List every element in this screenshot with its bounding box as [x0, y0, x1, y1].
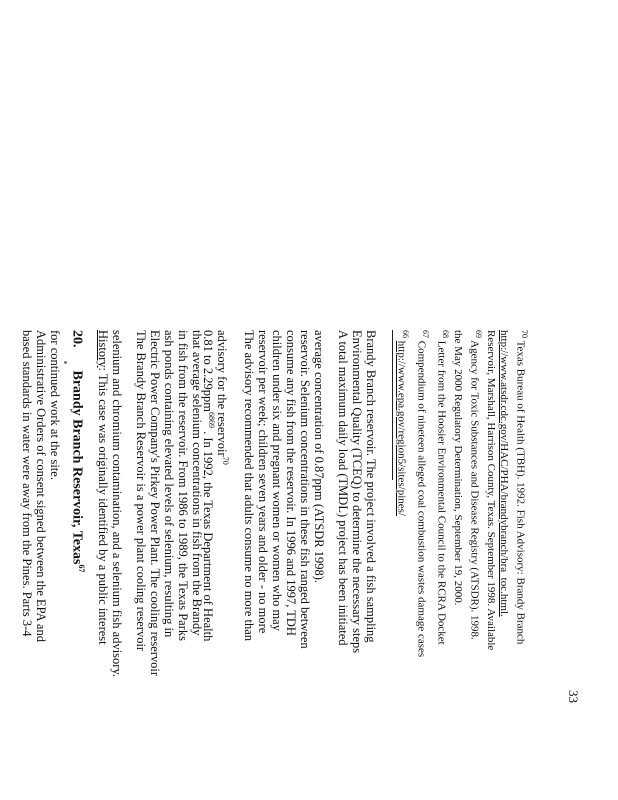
footnote-cont: the May 2000 Regulatory Determination, September 19, 2000.	[452, 330, 464, 606]
footnote: $^{69}$ Agency for Toxic Substances and Disease Registry (ATSDR). 1998.	[468, 330, 483, 640]
footnote: $^{70}$ Texas Bureau of Health (TBH). 1992. Fish Advisory: Brandy Branch	[514, 330, 529, 645]
intro-line: Administrative Orders of consent signed between the EPA and	[34, 330, 48, 642]
body-line: ash ponds containing elevated levels of selenium, resulting in	[162, 330, 176, 638]
footnote: $^{67}$ Compendium of nineteen alleged coal combustion wastes damage cases	[415, 330, 430, 658]
history-label: History	[96, 330, 110, 368]
intro-line: for continued work at the site.	[48, 330, 62, 480]
history-line: selenium and chromium contamination, and a selenium fish advisory.	[110, 330, 124, 678]
footnote: $^{66}$ http://www.epa.gov/region5/sites/pines/	[395, 330, 410, 517]
section-heading	[69, 330, 88, 572]
body-line: Brandy Branch reservoir. The project involved a fish sampling	[364, 330, 378, 643]
body-line: reservoir. Selenium concentrations in these fish ranged between	[298, 330, 312, 649]
footnote-link[interactable]: http://www.epa.gov/region5/sites/pines/	[395, 340, 408, 517]
body-line: average concentration of 0.87ppm (ATSDR 1998).	[312, 330, 326, 584]
body-line: The advisory recommended that adults consume no more than	[242, 330, 256, 642]
section-title: Brandy Branch Reservoir, Texas	[69, 370, 85, 565]
body-line: children under six and pregnant women or women who may	[270, 330, 284, 631]
intro-line: based standards in water were away from the Pines. Parts 3-4	[20, 330, 34, 637]
body-line: advisory for the reservoir$^{70}$	[214, 330, 230, 465]
body-line: reservoir per week; children seven years and older - no more	[256, 330, 270, 634]
footnote-cont: Reservoir, Marshall, Harrison County, Texas. September 1998. Available	[485, 330, 497, 651]
footnote-link[interactable]: http://www.atsdr.cdc.gov/HAC/PHA/brandybranch/bra_toc.html.	[498, 330, 510, 617]
body-line: Electric Power Company's Pirkey Power Plant. The cooling reservoir	[148, 330, 162, 677]
body-line: A total maximum daily load (TMDL) project has been initiated	[336, 330, 350, 646]
body-line: 0.81 to 2.29ppm$^{6869}$ . In 1992, the Texas Department of Health	[200, 330, 216, 642]
section-number: 20.	[69, 330, 85, 348]
section-ref: 67	[77, 564, 86, 573]
history-line: History: This case was originally identified by a public interest	[96, 330, 110, 645]
body-line: consume any fish from the reservoir. In 1996 and 1997, TDH	[284, 330, 298, 636]
footnote: $^{68}$ Letter from the Hoosier Environmental Council to the RCRA Docket	[435, 330, 450, 645]
scan-speck	[64, 361, 67, 364]
body-line: that average selenium concentrations in fish from the Brandy	[190, 330, 204, 636]
body-line: The Brandy Branch Reservoir is a power plant cooling reservoir	[134, 330, 148, 652]
body-line: Environmental Quality (TCEQ) to determine the necessary steps	[350, 330, 364, 654]
body-line: in fish from the reservoir. From 1986 to 1989, the Texas Parks	[176, 330, 190, 642]
page-number: 33	[566, 690, 581, 703]
footnote-rule	[392, 330, 393, 480]
